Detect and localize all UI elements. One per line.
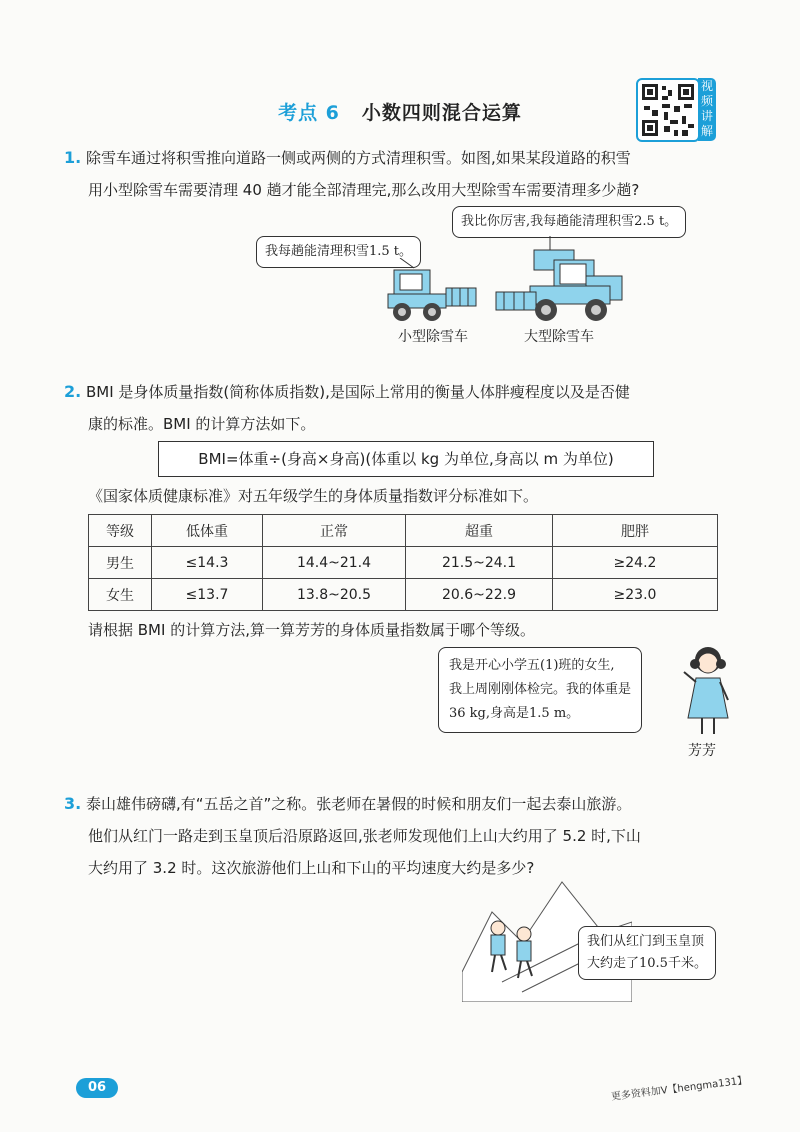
- kaodian-label: 考点 6: [278, 102, 340, 124]
- q2-question: 请根据 BMI 的计算方法,算一算芳芳的身体质量指数属于哪个等级。: [88, 621, 535, 639]
- q3-line1: 泰山雄伟磅礴,有“五岳之首”之称。张老师在暑假的时候和朋友们一起去泰山旅游。: [86, 795, 632, 813]
- page-number: 06: [76, 1078, 118, 1098]
- label-large-truck: 大型除雪车: [524, 329, 594, 345]
- table-cell: 14.4~21.4: [263, 547, 406, 579]
- girl-name-label: 芳芳: [688, 743, 716, 759]
- header-cell: 肥胖: [553, 515, 718, 547]
- table-cell: ≤14.3: [152, 547, 263, 579]
- table-cell: 13.8~20.5: [263, 579, 406, 611]
- table-cell: 20.6~22.9: [406, 579, 553, 611]
- label-small-truck: 小型除雪车: [398, 329, 468, 345]
- q1-line1: 除雪车通过将积雪推向道路一侧或两侧的方式清理积雪。如图,如果某段道路的积雪: [86, 149, 631, 167]
- table-cell: ≥24.2: [553, 547, 718, 579]
- header-cell: 超重: [406, 515, 553, 547]
- bmi-standard-table: [88, 514, 718, 611]
- bubble-hikers: [578, 926, 716, 980]
- q3-line2: 他们从红门一路走到玉皇顶后沿原路返回,张老师发现他们上山大约用了 5.2 时,下山: [88, 827, 641, 845]
- question-3: [64, 788, 764, 884]
- q1-number: 1.: [64, 148, 82, 167]
- large-snowplow-illustration: [490, 236, 630, 326]
- qr-code[interactable]: [636, 78, 700, 142]
- table-cell: 21.5~24.1: [406, 547, 553, 579]
- bubble-line: 我是开心小学五(1)班的女生,: [449, 658, 615, 673]
- question-2: [64, 376, 764, 440]
- table-cell: 女生: [89, 579, 152, 611]
- header-cell: 等级: [89, 515, 152, 547]
- table-header-row: [89, 515, 718, 547]
- bubble-fangfang: [438, 647, 642, 733]
- header-cell: 正常: [263, 515, 406, 547]
- table-cell: 男生: [89, 547, 152, 579]
- video-tag: 视频讲解: [698, 78, 716, 141]
- q2-line1: BMI 是身体质量指数(简称体质指数),是国际上常用的衡量人体胖瘦程度以及是否健: [86, 383, 630, 401]
- q3-line3: 大约用了 3.2 时。这次旅游他们上山和下山的平均速度大约是多少?: [88, 859, 535, 877]
- q2-line2: 康的标准。BMI 的计算方法如下。: [88, 415, 316, 433]
- bubble-line: 我上周刚刚体检完。我的体重是: [449, 682, 632, 697]
- bubble-large-truck: 我比你厉害,我每趟能清理积雪2.5 t。: [452, 206, 686, 238]
- watermark-text: 更多资料加V【hengma131】: [610, 1075, 748, 1103]
- bubble-line: 我们从红门到玉皇顶: [587, 934, 705, 949]
- q1-line2: 用小型除雪车需要清理 40 趟才能全部清理完,那么改用大型除雪车需要清理多少趟?: [88, 181, 640, 199]
- girl-fangfang-illustration: [678, 642, 738, 740]
- table-row: [89, 579, 718, 611]
- table-cell: ≥23.0: [553, 579, 718, 611]
- bubble-line: 大约走了10.5千米。: [587, 956, 707, 971]
- table-cell: ≤13.7: [152, 579, 263, 611]
- question-1: [64, 142, 764, 206]
- q3-number: 3.: [64, 794, 82, 813]
- table-intro: 《国家体质健康标准》对五年级学生的身体质量指数评分标准如下。: [88, 487, 539, 505]
- bubble-small-truck: 我每趟能清理积雪1.5 t。: [256, 236, 421, 268]
- section-title: 小数四则混合运算: [361, 102, 522, 124]
- header-cell: 低体重: [152, 515, 263, 547]
- small-snowplow-illustration: [380, 258, 490, 326]
- q2-number: 2.: [64, 382, 82, 401]
- bmi-formula: BMI=体重÷(身高×身高)(体重以 kg 为单位,身高以 m 为单位): [158, 441, 654, 477]
- table-row: [89, 547, 718, 579]
- bubble-line: 36 kg,身高是1.5 m。: [449, 706, 580, 721]
